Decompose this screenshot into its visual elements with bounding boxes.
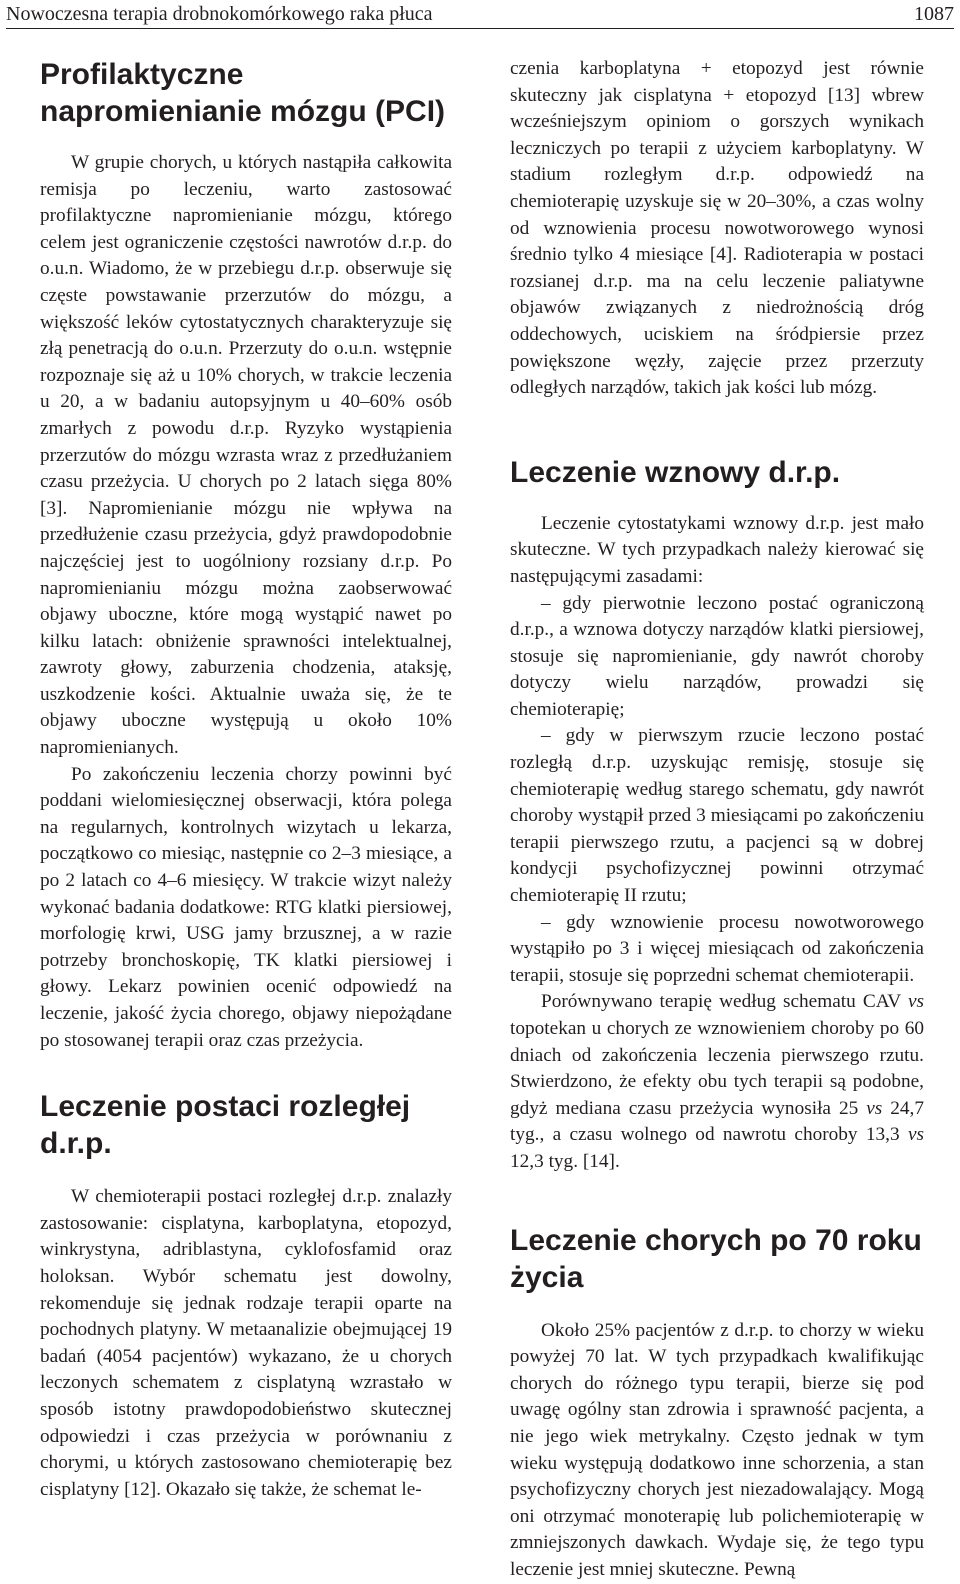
italic-vs: vs: [866, 1097, 883, 1119]
left-column: [40, 56, 452, 1503]
section-heading-pci: Profilaktyczne napromienianie mózgu (PCI): [40, 58, 446, 128]
paragraph-follow-up: Po zakończeniu leczenia chorzy powinni być poddani wielomiesięcznej obserwacji, która polega na regularnych, kontrolnych wizytach u lekarza, początkowo co miesiąc, następnie co 2–3 miesiące, a po 2 latach co 4–6 miesięcy. W trakcie wizyt należy wykonać badania dodatkowe: RTG klatki piersiowej, morfologię krwi, USG jamy brzusznej, a w razie potrzeby bronchoskopię, TK klatki piersiowej i głowy. Lekarz powinien ocenić odpowiedź na leczenie, jakość życia chorego, objawy niepożądane po stosowanej terapii oraz czas przeżycia.: [40, 763, 452, 1051]
paragraph-chemotherapy: W chemioterapii postaci rozległej d.r.p. znalazły zastosowanie: cisplatyna, karboplatyna, etopozyd, winkrystyna, adriblastyna, cyklofosfamid oraz holoksan. Wybór schematu jest dowolny, rekomenduje się jednak rodzaje terapii oparte na pochodnych platyny. W metaanalizie obejmującej 19 badań (4054 pacjentów) wykazano, że u chorych leczonych schematem z cisplatyną wzrastało w sposób istotny prawdopodobieństwo skutecznej odpowiedzi i czas przeżycia w porównaniu z chorymi, u których zastosowano chemioterapię bez cisplatyny [12]. Okazało się także, że schemat le-: [40, 1186, 452, 1500]
bullet-late-relapse: – gdy wznowienie procesu nowotworowego wystąpiło po 3 i więcej miesiącach od zakończenia terapii, stosuje się poprzedni schemat chemioterapii.: [510, 911, 924, 986]
text-run: Porównywano terapię według schematu CAV: [541, 991, 908, 1013]
running-header: [6, 0, 954, 29]
italic-vs: vs: [907, 1124, 924, 1146]
paragraph-pci: W grupie chorych, u których nastąpiła całkowita remisja po leczeniu, warto zastosować profilaktyczne napromienianie mózgu, którego celem jest ograniczenie częstości nawrotów d.r.p. do o.u.n. Wiadomo, że w przebiegu d.r.p. obserwuje się częste powstawanie przerzutów do mózgu, a większość leków cytostatycznych charakteryzuje się złą penetracją do o.u.n. Przerzuty do o.u.n. wstępnie rozpoznaje się aż u 10% chorych, w trakcie leczenia u 20, a w badaniu autopsyjnym u 40–60% osób zmarłych z powodu d.r.p. Ryzyko wystąpienia przerzutów do mózgu wzrasta wraz z przedłużaniem czasu przeżycia. U chorych po 2 latach sięga 80% [3]. Napromienianie mózgu nie wpływa na przedłużenie czasu przeżycia, gdyż prawdopodobnie najczęściej jest to uogólniony rozsiany d.r.p. Po napromienianiu mózgu można zaobserwować objawy uboczne, które mogą wystąpić nawet po kilku latach: obniżenie sprawności intelektualnej, zawroty głowy, zaburzenia chodzenia, ataksję, uszkodzenie kości. Aktualnie uważa się, że te objawy uboczne występują u około 10% napromienianych.: [40, 152, 452, 759]
journal-article-title: Nowoczesna terapia drobnokomórkowego raka płuca: [6, 2, 433, 25]
section-heading-relapse: Leczenie wznowy d.r.p.: [510, 455, 841, 489]
section-heading-elderly: Leczenie chorych po 70 roku życia: [510, 1223, 922, 1294]
text-run: 24,7 tyg., a czasu wolnego od nawrotu choroby 13,3: [510, 1097, 924, 1146]
text-run: topotekan u chorych ze wznowieniem choroby po 60 dniach od zakończenia leczenia pierwszego rzutu. Stwierdzono, że efekty obu tych terapii są podobne, gdyż mediana czasu przeżycia wynosiła 25: [510, 1018, 924, 1119]
paragraph-cav-topotecan: [510, 989, 924, 1175]
bullet-extensive-disease: – gdy w pierwszym rzucie leczono postać rozległą d.r.p. uzyskując remisję, stosuje się chemioterapię według starego schematu, gdy nawrót choroby wystąpił przed 3 miesiącami po zakończeniu terapii pierwszego rzutu, a pacjenci są w dobrej kondycji psychofizycznej powinni otrzymać chemioterapię II rzutu;: [510, 725, 924, 907]
bullet-limited-disease: – gdy pierwotnie leczono postać ograniczoną d.r.p., a wznowa dotyczy narządów klatki piersiowej, stosuje się napromienianie, gdy nawrót choroby dotyczy wielu narządów, prowadzi się chemioterapię;: [510, 592, 924, 720]
paragraph-elderly: Około 25% pacjentów z d.r.p. to chorzy w wieku powyżej 70 lat. W tych przypadkach kwalifikując chorych do różnego typu terapii, bierze się pod uwagę ogólny stan zdrowia i sprawność pacjenta, a nie jego wiek metrykalny. Często jednak w tym wieku występują dodatkowo inne schorzenia, a stan psychofizyczny chorych jest niezadowalający. Mogą oni otrzymać monoterapię lub polichemioterapię w zmniejszonych dawkach. Wydaje się, że tego typu leczenie jest mniej skuteczne. Pewną: [510, 1319, 924, 1580]
paragraph-relapse-intro: Leczenie cytostatykami wznowy d.r.p. jest mało skuteczne. W tych przypadkach należy kierować się następującymi zasadami:: [510, 512, 924, 587]
text-run: 12,3 tyg. [14].: [510, 1150, 620, 1172]
section-heading-extensive-disease: Leczenie postaci rozległej d.r.p.: [40, 1090, 411, 1161]
paragraph-continued: czenia karboplatyna + etopozyd jest równie skuteczny jak cisplatyna + etopozyd [13] wbrew wcześniejszym opiniom o gorszych wynikach leczniczych po terapii z użyciem karboplatyny. W stadium rozległym d.r.p. odpowiedź na chemioterapię uzyskuje się w 20–30%, a czas wolny od wznowienia procesu nowotworowego wynosi średnio tylko 4 miesiące [4]. Radioterapia w postaci rozsianej d.r.p. ma na celu leczenie paliatywne objawów związanych z niedrożnością dróg oddechowych, uciskiem na śródpiersie przez powiększone węzły, zajęcie przez przerzuty odległych narządów, takich jak kości lub mózg.: [510, 58, 924, 399]
page-number: 1087: [914, 2, 954, 25]
italic-vs: vs: [907, 991, 924, 1013]
right-column: [510, 56, 924, 1584]
